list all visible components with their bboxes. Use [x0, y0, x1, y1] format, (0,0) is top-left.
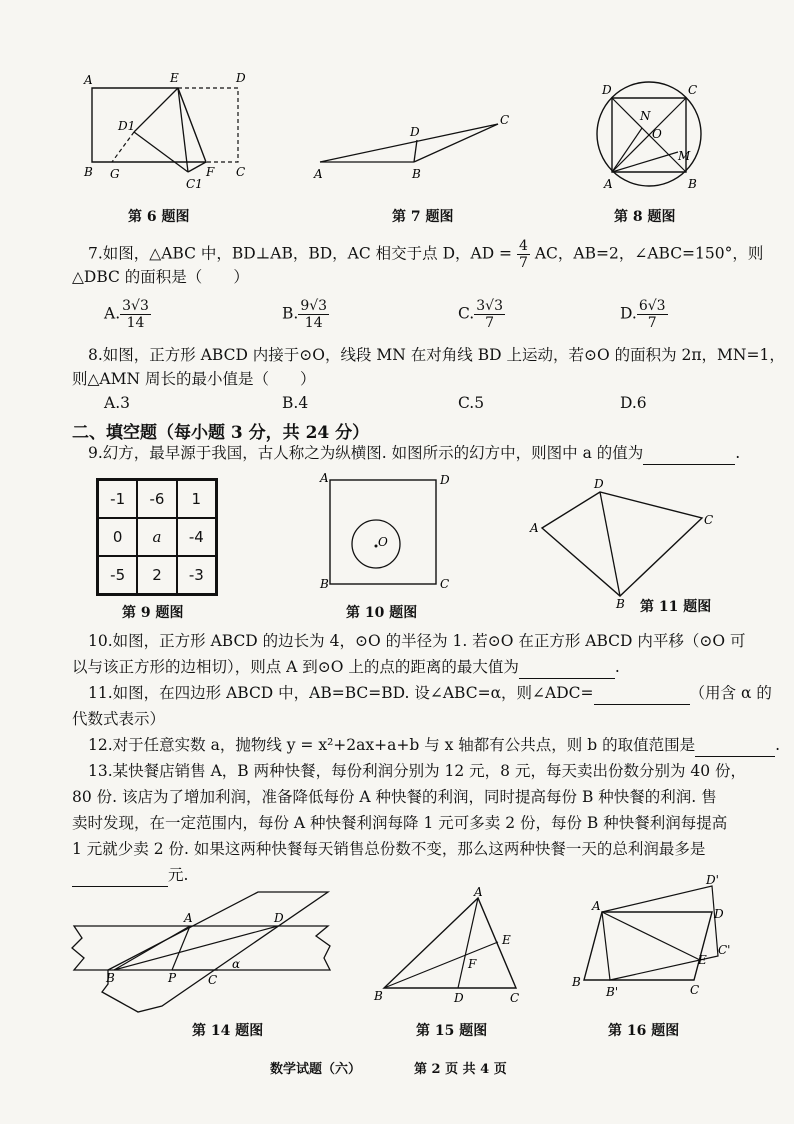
answer-blank[interactable]: [643, 442, 735, 465]
fig8-caption: 第 8 题图: [614, 209, 676, 225]
fig16-caption: 第 16 题图: [608, 1023, 680, 1039]
fig15-label: D: [454, 991, 464, 1005]
fig14-label: B: [106, 971, 115, 985]
figure-11: [528, 478, 728, 608]
fig16-label: A: [592, 899, 601, 913]
q13-line5: 元.: [72, 864, 188, 887]
fig8-label: D: [602, 83, 612, 97]
q13-line2: 80 份. 该店为了增加利润，准备降低每份 A 种快餐的利润，同时提高每份 B 种快餐的利润. 售: [72, 788, 717, 806]
figure-6: [78, 64, 258, 204]
q7-option-a[interactable]: A. $\frac{3√3}{14}$: [104, 298, 149, 331]
fig11-label: A: [530, 521, 539, 535]
fig8-label: N: [640, 109, 651, 123]
fig16-label: D: [714, 907, 724, 921]
fig11-label: C: [704, 513, 714, 527]
fig8-label: O: [652, 127, 662, 141]
q7-option-d[interactable]: D. $\frac{6√3}{7}$: [620, 298, 666, 331]
fig6-label: E: [170, 71, 179, 85]
figure-9-magic-square: [96, 478, 218, 596]
answer-blank[interactable]: [695, 734, 775, 757]
q11-line1: 11.如图，在四边形 ABCD 中，AB=BC=BD. 设∠ABC=α，则∠ADC= （用含 α 的: [88, 682, 772, 705]
fig7-caption: 第 7 题图: [392, 209, 454, 225]
fig6-label: D1: [118, 119, 136, 133]
q8-option-b[interactable]: B.4: [282, 394, 309, 412]
magic-cell: 2: [137, 556, 176, 594]
q8-option-a[interactable]: A.3: [104, 394, 130, 412]
fig6-caption: 第 6 题图: [128, 209, 190, 225]
fig15-label: F: [468, 957, 477, 971]
q7-option-b[interactable]: B. $\frac{9√3}{14}$: [282, 298, 328, 331]
fig15-label: A: [474, 885, 483, 899]
fig14-label: α: [232, 957, 241, 971]
magic-cell: -3: [177, 556, 216, 594]
fig15-label: E: [502, 933, 511, 947]
fig10-label: C: [440, 577, 450, 591]
fig14-caption: 第 14 题图: [192, 1023, 264, 1039]
fig10-label: D: [440, 473, 450, 487]
fig14-label: C: [208, 973, 218, 987]
fig14-label: D: [274, 911, 284, 925]
fig6-label: C1: [186, 177, 203, 191]
q12-text: 12.对于任意实数 a，抛物线 y = x²+2ax+a+b 与 x 轴都有公共点，则 b 的取值范围是 .: [88, 734, 780, 757]
q7-option-c[interactable]: C. $\frac{3√3}{7}$: [458, 298, 503, 331]
footer-title: 数学试题（六）: [270, 1062, 362, 1077]
fig8-label: C: [688, 83, 698, 97]
fig16-label: B: [572, 975, 581, 989]
fig6-label: A: [84, 73, 93, 87]
answer-blank[interactable]: [594, 682, 690, 705]
fig16-label: C': [718, 943, 731, 957]
fig15-caption: 第 15 题图: [416, 1023, 488, 1039]
magic-cell: 1: [177, 480, 216, 518]
fig10-label: A: [320, 471, 329, 485]
section-heading: 二、填空题（每小题 3 分，共 24 分）: [72, 423, 370, 443]
answer-blank[interactable]: [519, 656, 615, 679]
q11-line2: 代数式表示）: [72, 710, 166, 728]
fig11-caption: 第 11 题图: [640, 599, 712, 615]
fig7-label: B: [412, 167, 421, 181]
figure-16: [566, 874, 746, 1014]
fig8-label: B: [688, 177, 697, 191]
magic-cell: -5: [98, 556, 137, 594]
magic-cell: 0: [98, 518, 137, 556]
fig10-caption: 第 10 题图: [346, 605, 418, 621]
fig7-label: C: [500, 113, 510, 127]
q8-line2: 则△AMN 周长的最小值是（ ）: [72, 370, 316, 388]
fig15-label: C: [510, 991, 520, 1005]
fig14-label: P: [168, 971, 177, 985]
figure-10: [318, 470, 458, 594]
magic-cell: -1: [98, 480, 137, 518]
q8-line1: 8.如图，正方形 ABCD 内接于⊙O，线段 MN 在对角线 BD 上运动，若⊙O 的面积为 2π，MN=1，: [88, 346, 785, 364]
q8-option-d[interactable]: D.6: [620, 394, 647, 412]
q10-line1: 10.如图，正方形 ABCD 的边长为 4，⊙O 的半径为 1. 若⊙O 在正方形 ABCD 内平移（⊙O 可: [88, 632, 746, 650]
q13-line3: 卖时发现，在一定范围内，每份 A 种快餐利润每降 1 元可多卖 2 份，每份 B 种快餐利润每提高: [72, 814, 728, 832]
q13-line4: 1 元就少卖 2 份. 如果这两种快餐每天销售总份数不变，那么这两种快餐一天的总利润最多是: [72, 840, 706, 858]
footer-page: 第 2 页 共 4 页: [414, 1062, 507, 1077]
figure-14: [68, 886, 348, 1026]
fig11-label: D: [594, 478, 604, 491]
figure-15: [370, 884, 540, 1008]
fig6-label: D: [236, 71, 246, 85]
magic-cell: -6: [137, 480, 176, 518]
fig8-label: A: [604, 177, 613, 191]
magic-cell: -4: [177, 518, 216, 556]
q13-line1: 13.某快餐店销售 A，B 两种快餐，每份利润分别为 12 元，8 元，每天卖出份数分别为 40 份，: [88, 762, 747, 780]
q7-line1: 7.如图，△ABC 中，BD⊥AB，BD，AC 相交于点 D，AD = $\frac{4}{7}$ AC，AB=2，∠ABC=150°，则: [88, 238, 764, 271]
fig11-label: B: [616, 597, 625, 608]
fig6-label: G: [110, 167, 120, 181]
fig6-label: C: [236, 165, 246, 179]
figure-8: [592, 64, 722, 204]
q10-line2: 以与该正方形的边相切），则点 A 到⊙O 上的点的距离的最大值为 .: [72, 656, 620, 679]
fig15-label: B: [374, 989, 383, 1003]
fraction: $\frac{4}{7}$: [518, 238, 528, 271]
fig7-label: A: [314, 167, 323, 181]
fig9-caption: 第 9 题图: [122, 605, 184, 621]
answer-blank[interactable]: [72, 864, 168, 887]
q7-line2: △DBC 的面积是（ ）: [72, 268, 249, 286]
fig10-label: O: [378, 535, 388, 549]
fig7-label: D: [410, 125, 420, 139]
fig6-label: B: [84, 165, 93, 179]
fig14-label: A: [184, 911, 193, 925]
fig6-label: F: [206, 165, 215, 179]
fig8-label: M: [678, 149, 691, 163]
q9-text: 9.幻方，最早源于我国，古人称之为纵横图. 如图所示的幻方中，则图中 a 的值为 .: [88, 442, 740, 465]
fig16-label: B': [606, 985, 619, 999]
magic-cell: a: [137, 518, 176, 556]
fig16-label: D': [706, 874, 719, 887]
fig16-label: E: [698, 953, 707, 967]
figure-7: [310, 110, 520, 190]
q8-option-c[interactable]: C.5: [458, 394, 485, 412]
fig10-label: B: [320, 577, 329, 591]
fig16-label: C: [690, 983, 700, 997]
